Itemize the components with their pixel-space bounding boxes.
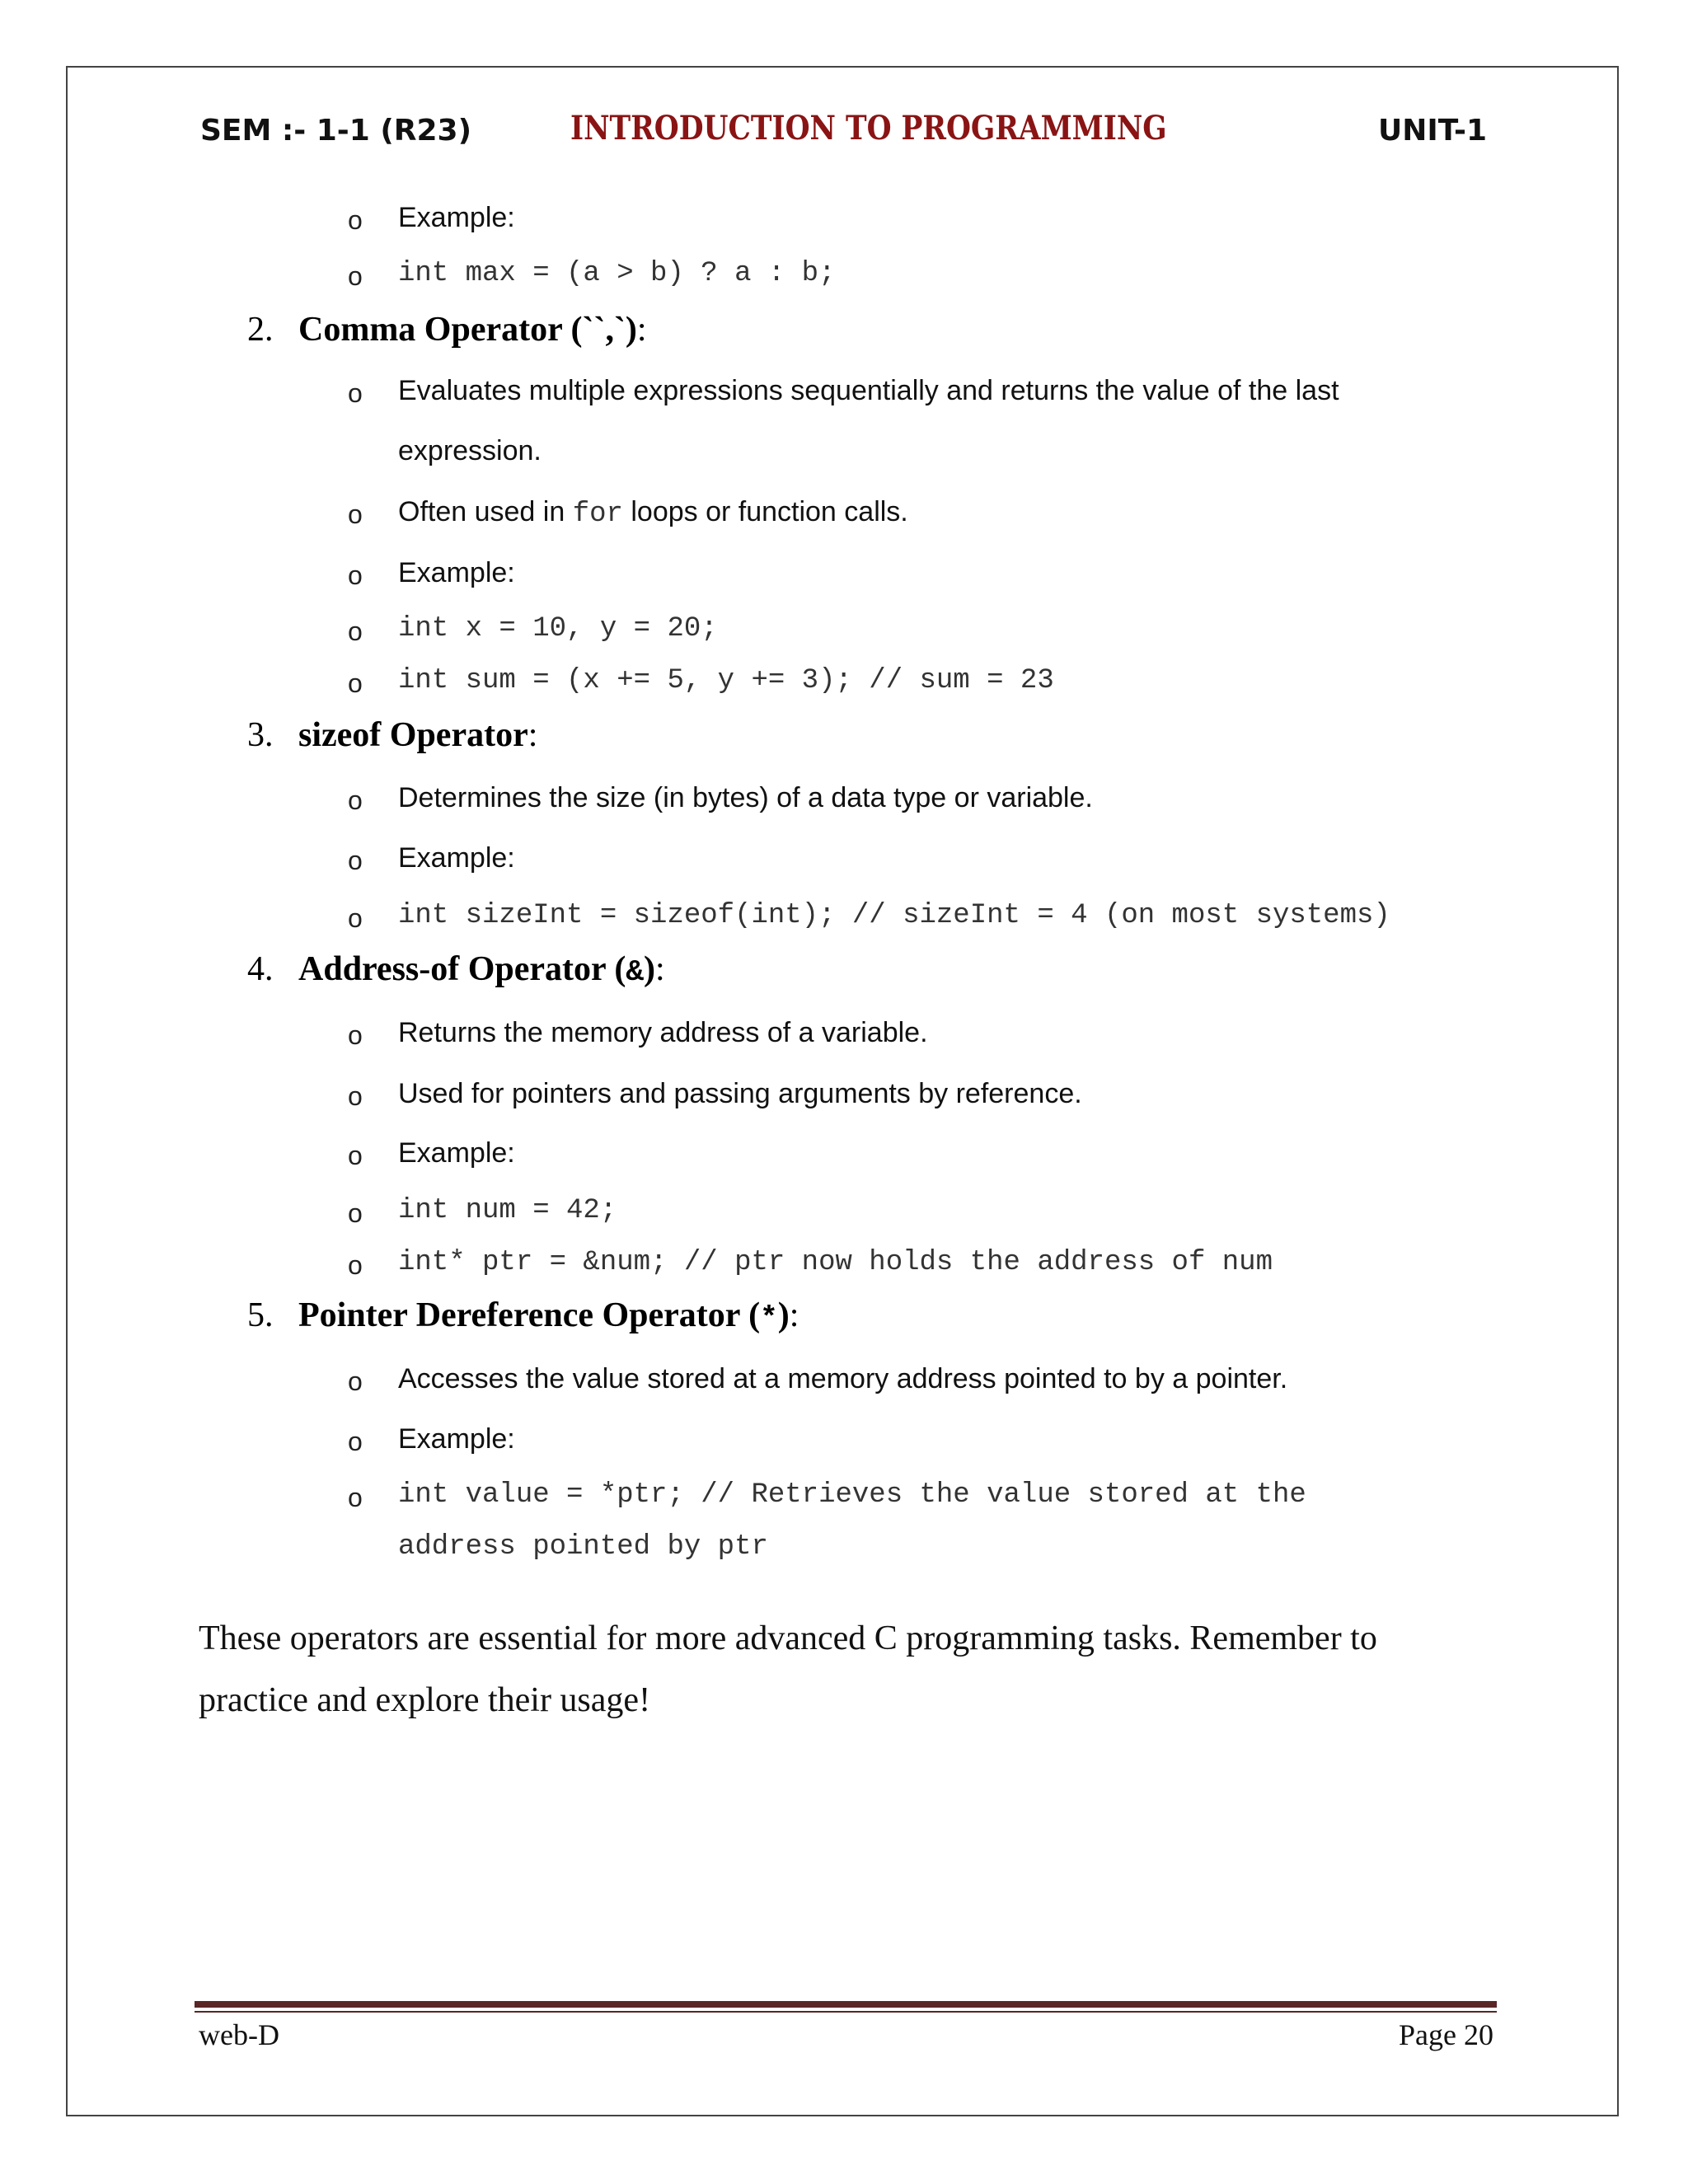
list-item: Used for pointers and passing arguments by reference. [398, 1078, 1082, 1109]
unit-label: UNIT-1 [1377, 114, 1487, 148]
page-header [0, 105, 1688, 155]
code-line: int x = 10, y = 20; [398, 613, 718, 644]
list-item: Example: [398, 557, 515, 588]
section-number: 5. [247, 1296, 274, 1334]
footer-source: web-D [199, 2018, 279, 2051]
list-item-text: loops or function calls. [622, 496, 908, 527]
list-item: Example: [398, 1423, 515, 1455]
list-item: expression. [398, 435, 542, 466]
code-line: int max = (a > b) ? a : b; [398, 258, 836, 289]
code-line: int sum = (x += 5, y += 3); // sum = 23 [398, 665, 1054, 696]
section-heading: 5. Pointer Dereference Operator (*): [247, 1296, 799, 1335]
list-item: Determines the size (in bytes) of a data type or variable. [398, 782, 1093, 813]
section-title: Comma Operator (``,`) [298, 311, 637, 349]
bullet-marker: o [348, 1141, 363, 1170]
page-number: Page 20 [1399, 2018, 1493, 2051]
section-heading: 3. sizeof Operator: [247, 716, 538, 754]
list-item: Example: [398, 202, 515, 233]
list-item: Example: [398, 1137, 515, 1169]
semester-label: SEM :- 1-1 (R23) [200, 114, 472, 148]
bullet-marker: o [348, 1366, 363, 1396]
bullet-marker: o [348, 378, 363, 408]
course-title: INTRODUCTION TO PROGRAMMING [570, 109, 1167, 148]
code-line: int sizeInt = sizeof(int); // sizeInt = 4 (on most systems) [398, 900, 1390, 931]
bullet-marker: o [348, 499, 363, 529]
list-item: Evaluates multiple expressions sequentially and returns the value of the last [398, 375, 1339, 406]
bullet-marker: o [348, 785, 363, 815]
bullet-marker: o [348, 668, 363, 698]
inline-code: for [572, 499, 623, 530]
bullet-marker: o [348, 1198, 363, 1228]
bullet-marker: o [348, 903, 363, 933]
section-heading: 2. Comma Operator (``,`): [247, 311, 647, 349]
bullet-marker: o [348, 1081, 363, 1111]
code-line: int* ptr = &num; // ptr now holds the address of num [398, 1247, 1273, 1278]
operator-symbol: * [760, 1301, 778, 1335]
section-number: 3. [247, 716, 274, 754]
code-line: address pointed by ptr [398, 1531, 768, 1563]
section-number: 2. [247, 311, 274, 349]
footer-rule-thin [195, 2011, 1497, 2013]
footer-rule [195, 2001, 1497, 2008]
bullet-marker: o [348, 1483, 363, 1512]
list-item: Returns the memory address of a variable. [398, 1017, 928, 1048]
section-number: 4. [247, 950, 274, 988]
section-title: sizeof Operator [298, 716, 528, 754]
bullet-marker: o [348, 1427, 363, 1456]
bullet-marker: o [348, 616, 363, 646]
bullet-marker: o [348, 1250, 363, 1280]
operator-symbol: (``,`) [570, 311, 637, 349]
list-item: Example: [398, 842, 515, 874]
bullet-marker: o [348, 1020, 363, 1050]
section-title: Pointer Dereference Operator (*) [298, 1296, 790, 1335]
section-title: Address-of Operator (&) [298, 950, 656, 989]
section-heading: 4. Address-of Operator (&): [247, 950, 665, 989]
list-item: Accesses the value stored at a memory address pointed to by a pointer. [398, 1363, 1288, 1394]
code-line: int value = *ptr; // Retrieves the value stored at the [398, 1479, 1306, 1511]
bullet-marker: o [348, 846, 363, 875]
operator-symbol: & [626, 955, 645, 989]
closing-paragraph-line: These operators are essential for more advanced C programming tasks. Remember to [199, 1619, 1377, 1657]
list-item-text: Often used in [398, 496, 573, 527]
closing-paragraph-line: practice and explore their usage! [199, 1681, 651, 1719]
list-item [398, 496, 908, 530]
bullet-marker: o [348, 560, 363, 590]
bullet-marker: o [348, 205, 363, 235]
bullet-marker: o [348, 261, 363, 291]
code-line: int num = 42; [398, 1195, 617, 1226]
